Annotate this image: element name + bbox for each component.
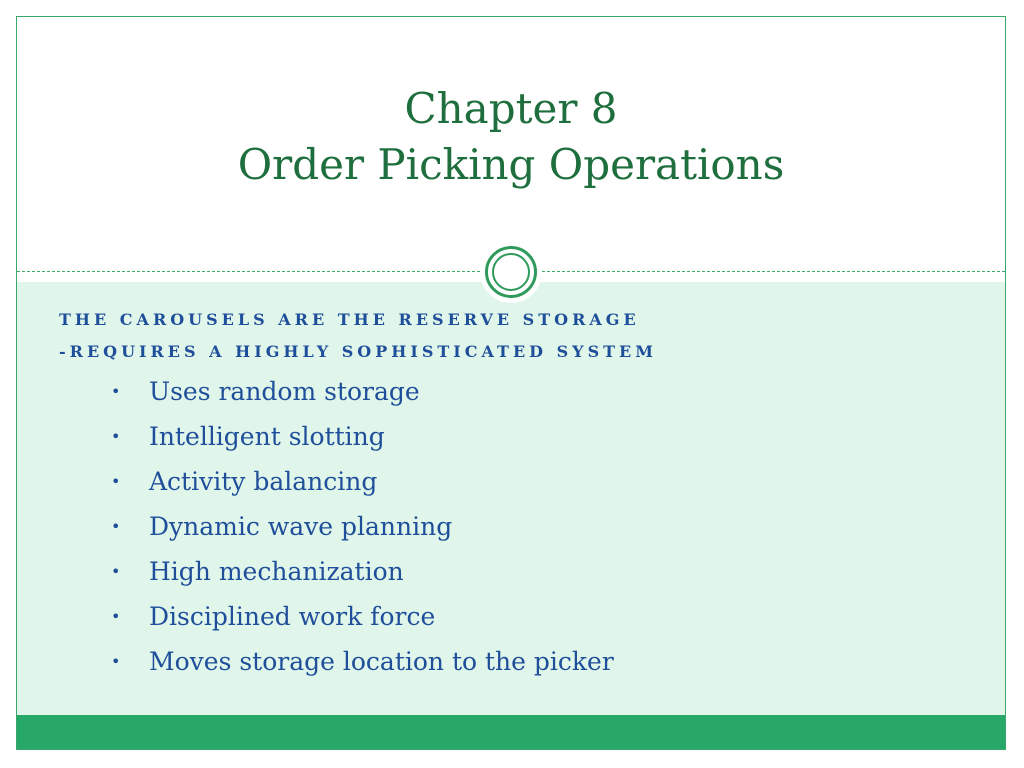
bullet-dot-icon: • [111, 427, 121, 446]
bullet-dot-icon: • [111, 472, 121, 491]
bullet-text: Dynamic wave planning [149, 512, 453, 541]
bullet-item [111, 414, 614, 459]
bullet-item [111, 549, 614, 594]
bullet-dot-icon: • [111, 517, 121, 536]
bullet-text: High mechanization [149, 557, 404, 586]
circle-ornament-icon [480, 241, 542, 303]
footer-bar [17, 715, 1005, 750]
subheading [59, 304, 657, 368]
bullet-dot-icon: • [111, 562, 121, 581]
bullet-text: Activity balancing [149, 467, 378, 496]
content-area [17, 282, 1005, 715]
bullet-list [111, 369, 614, 684]
bullet-item [111, 594, 614, 639]
bullet-dot-icon: • [111, 382, 121, 401]
bullet-item [111, 369, 614, 414]
title-line-2: Order Picking Operations [237, 140, 785, 189]
bullet-item [111, 459, 614, 504]
bullet-dot-icon: • [111, 607, 121, 626]
subheading-line-2: -REQUIRES A HIGHLY SOPHISTICATED SYSTEM [59, 342, 657, 361]
bullet-text: Disciplined work force [149, 602, 436, 631]
inner-ring [492, 253, 530, 291]
bullet-text: Moves storage location to the picker [149, 647, 614, 676]
slide [16, 16, 1006, 750]
bullet-dot-icon: • [111, 652, 121, 671]
bullet-text: Intelligent slotting [149, 422, 385, 451]
title-line-1: Chapter 8 [404, 84, 618, 133]
bullet-text: Uses random storage [149, 377, 420, 406]
title-area [17, 17, 1005, 271]
bullet-item [111, 504, 614, 549]
subheading-line-1: THE CAROUSELS ARE THE RESERVE STORAGE [59, 310, 640, 329]
slide-title [17, 81, 1005, 193]
bullet-item [111, 639, 614, 684]
